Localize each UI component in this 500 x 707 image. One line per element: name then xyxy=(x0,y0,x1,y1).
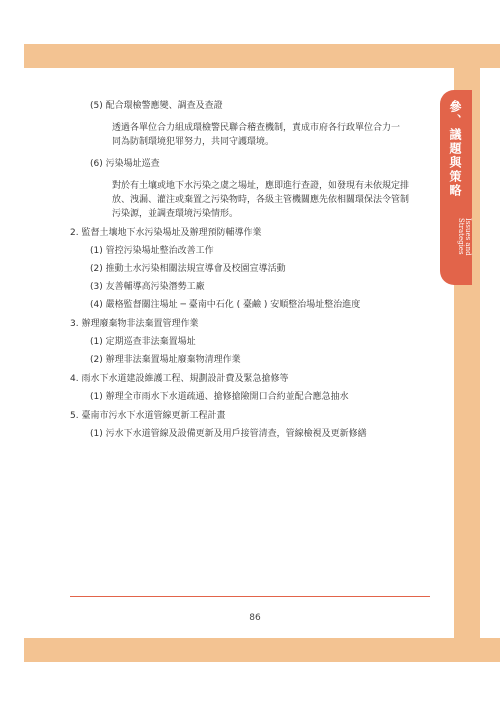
item-6-heading: (6) 污染場址巡查 xyxy=(90,159,160,169)
item-5-heading: (5) 配合環檢警應變、調查及查證 xyxy=(90,101,223,111)
section-3-item-2: (2) 辦理非法棄置場址廢棄物清理作業 xyxy=(90,355,241,365)
item-5-text-1: 透過各單位合力組成環檢警民聯合稽查機制，責成市府各行政單位合力一 xyxy=(112,123,401,133)
section-3-item-1: (1) 定期巡查非法棄置場址 xyxy=(90,337,196,347)
section-5-item-1: (1) 污水下水道管線及設備更新及用戶接管清查，管線檢視及更新修繕 xyxy=(90,429,367,439)
page-paper xyxy=(24,68,454,638)
item-5-text-2: 同為防制環境犯罪努力，共同守護環境。 xyxy=(112,137,275,147)
chapter-side-tab xyxy=(440,90,472,285)
chapter-title: 參、議題與策略 xyxy=(448,100,462,198)
item-6-text-2: 放、洩漏、灌注或棄置之污染物時，各級主管機關應先依相關環保法令管制 xyxy=(112,195,410,205)
section-3-heading: 3. 辦理廢棄物非法棄置管理作業 xyxy=(70,319,199,329)
item-6-text-3: 污染源，並調查環境污染情形。 xyxy=(112,209,239,219)
item-6-text-1: 對於有土壤或地下水污染之虞之場址，應即進行查證，如發現有未依規定排 xyxy=(112,181,410,191)
section-2-item-1: (1) 管控污染場址整治改善工作 xyxy=(90,246,214,256)
page-number: 86 xyxy=(249,613,261,623)
section-2-item-2: (2) 推動土水污染相關法規宣導會及校園宣導活動 xyxy=(90,264,286,274)
section-4-item-1: (1) 辦理全市雨水下水道疏通、搶修搶險開口合約並配合應急抽水 xyxy=(90,392,349,402)
section-4-heading: 4. 雨水下水道建設維護工程、規劃設計費及緊急搶修等 xyxy=(70,374,289,384)
footer-rule xyxy=(70,596,430,597)
top-decor-band xyxy=(24,44,500,68)
chapter-subtitle: Issues and Strategies xyxy=(457,218,472,256)
section-2-item-4: (4) 嚴格監督關注場址 ─ 臺南中石化 ( 臺鹼 ) 安順整治場址整治進度 xyxy=(90,300,361,310)
section-2-item-3: (3) 友善輔導高污染潛勢工廠 xyxy=(90,282,205,292)
bottom-decor-band xyxy=(24,638,500,662)
section-2-heading: 2. 監督土壤地下水污染場址及辦理預防輔導作業 xyxy=(70,228,262,238)
section-5-heading: 5. 臺南市污水下水道管線更新工程計畫 xyxy=(70,411,226,421)
